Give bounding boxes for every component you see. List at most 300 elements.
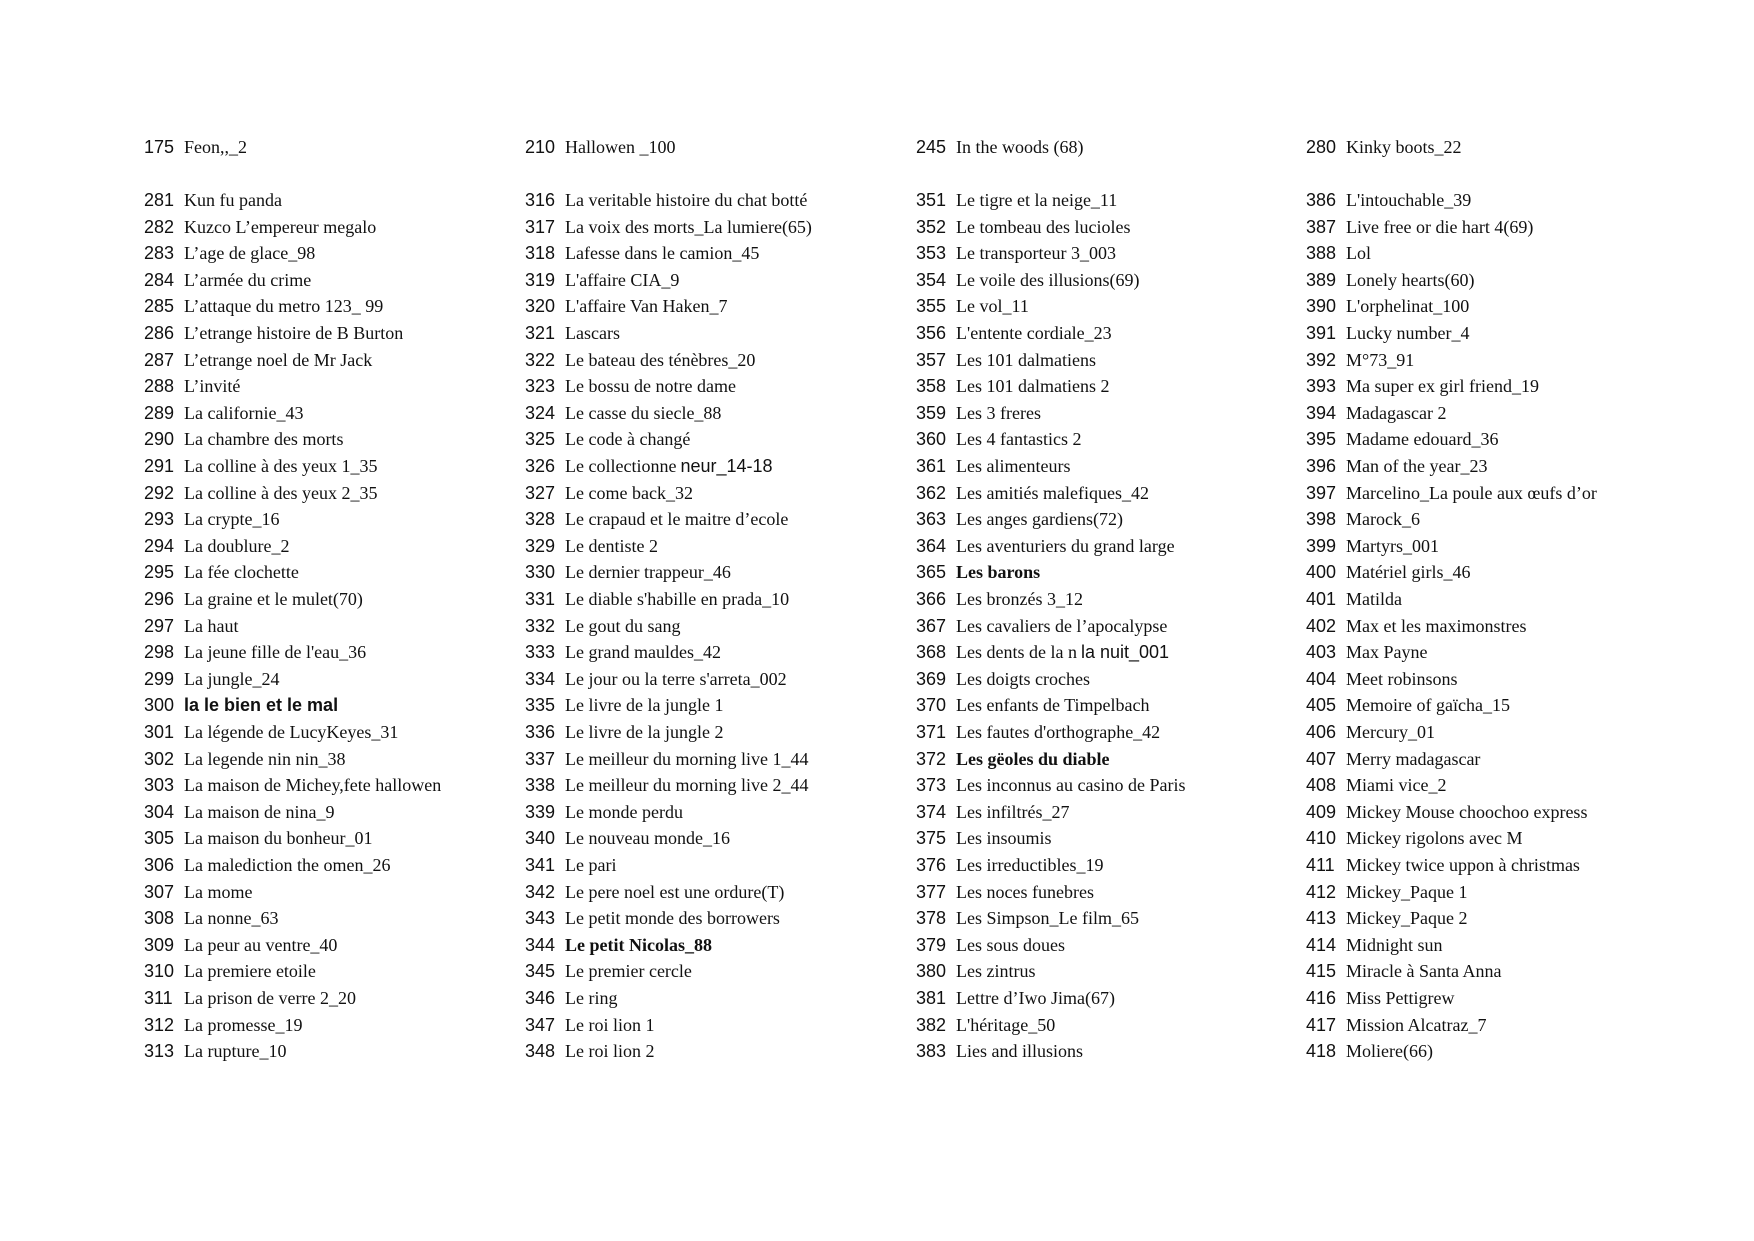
item-title [1346,480,1597,506]
item-number: 312 [144,1014,175,1035]
item-number: 319 [525,269,556,290]
item-title [184,613,238,639]
item-title-text: Les insoumis [956,828,1052,849]
item-number: 344 [525,934,556,955]
item-number: 373 [916,775,947,796]
item-title-text: Hallowen _100 [565,137,676,157]
item-title-text: Mickey_Paque 1 [1346,881,1468,902]
item-number: 360 [916,429,947,450]
item-title-text: La rupture_10 [184,1041,287,1062]
item-title [956,746,1110,772]
item-title [956,559,1040,585]
item-title [1346,293,1469,319]
item-title-text: Lies and illusions [956,1041,1083,1062]
item-title [565,426,690,452]
item-title [956,958,1035,984]
item-title [956,453,1070,479]
item-title [1346,932,1443,958]
item-title-text: L'affaire Van Haken_7 [565,296,728,317]
item-number: 369 [916,668,947,689]
item-number: 409 [1306,801,1337,822]
item-number: 376 [916,855,947,875]
item-number: 291 [144,456,175,476]
item-title-text: Moliere(66) [1346,1041,1433,1062]
item-number: 359 [916,402,947,423]
item-number: 296 [144,589,175,609]
item-title [1346,905,1467,931]
item-number: 372 [916,748,947,769]
item-title [956,187,1117,213]
item-number: 313 [144,1041,175,1062]
item-title [184,879,252,905]
item-number: 306 [144,855,175,875]
item-number: 405 [1306,695,1337,716]
item-title-text: Le grand mauldes_42 [565,642,721,663]
item-title [1346,347,1414,373]
item-title [184,586,363,612]
item-number: 310 [144,961,175,982]
item-title-text: Le meilleur du morning live 1_44 [565,748,809,769]
item-number: 399 [1306,535,1337,556]
item-title-text: Le transporteur 3_003 [956,243,1116,264]
item-title [1346,426,1498,452]
item-number: 378 [916,908,947,929]
item-number: 294 [144,535,175,556]
item-title-text: Mickey_Paque 2 [1346,908,1468,929]
item-title-text: Le diable s'habille en prada_10 [565,589,790,609]
item-title-text: La mome [184,881,253,902]
item-title [184,852,390,878]
item-title-text: M°73_91 [1346,349,1415,370]
item-number: 337 [525,748,556,769]
item-title-text: La voix des morts_La lumiere(65) [565,216,812,237]
item-title [1346,320,1469,346]
item-title-text: Meet robinsons [1346,668,1458,689]
item-title-text: Madagascar 2 [1346,402,1447,423]
item-number: 343 [525,908,556,929]
item-title [1346,613,1526,639]
item-title [565,320,620,346]
item-title [184,426,343,452]
item-title-text: La colline à des yeux 1_35 [184,456,378,476]
item-title [184,905,278,931]
item-title-text: Le bateau des ténèbres_20 [565,349,756,370]
item-title [1346,187,1471,213]
item-title [565,187,807,213]
item-title [956,506,1123,532]
item-number: 365 [916,562,947,583]
item-title-text: Le tombeau des lucioles [956,216,1131,237]
item-title [565,905,780,931]
item-number: 398 [1306,509,1337,530]
item-title [956,134,1083,160]
item-title-text: L’invité [184,376,241,397]
item-number: 210 [525,137,556,157]
item-title-text: La graine et le mulet(70) [184,589,363,609]
item-title [565,666,787,692]
item-number: 317 [525,216,556,237]
item-title [184,480,377,506]
item-number: 282 [144,216,175,237]
item-title [565,347,755,373]
item-title-text: Mickey twice uppon à christmas [1346,855,1580,875]
item-title [956,373,1109,399]
item-title [956,240,1116,266]
item-number: 293 [144,509,175,530]
item-number: 375 [916,828,947,849]
item-title [956,772,1185,798]
item-title-text: Les 3 freres [956,402,1041,423]
item-number: 370 [916,695,947,716]
item-title-text: La chambre des morts [184,429,344,450]
item-number: 397 [1306,482,1337,503]
item-title-text: La nonne_63 [184,908,279,929]
item-title-text: La jeune fille de l'eau_36 [184,642,367,663]
item-number: 336 [525,722,556,742]
item-title-text: Les gëoles du diable [956,748,1110,769]
item-title-text: Le crapaud et le maitre d’ecole [565,509,789,530]
item-title-text: Les amitiés malefiques_42 [956,482,1149,503]
item-title-text: La crypte_16 [184,509,280,530]
item-title-text: La légende de LucyKeyes_31 [184,722,399,742]
item-number: 367 [916,615,947,636]
item-number: 353 [916,243,947,264]
item-title-text: Les infiltrés_27 [956,801,1070,822]
item-number: 286 [144,323,175,343]
item-title [956,214,1130,240]
item-title [184,506,279,532]
item-title-text: Le dernier trappeur_46 [565,562,731,583]
item-number: 298 [144,642,175,663]
item-title [1346,958,1501,984]
item-title-text: Le collectionne [565,456,677,476]
item-title [956,1012,1055,1038]
item-title [1346,400,1446,426]
item-number: 381 [916,988,947,1008]
item-number: 283 [144,243,175,264]
item-title [184,187,282,213]
item-number: 380 [916,961,947,982]
item-number: 309 [144,934,175,955]
item-title [565,1038,654,1064]
item-title [565,240,759,266]
item-number: 361 [916,456,947,476]
item-title [956,293,1029,319]
item-title [565,799,683,825]
item-number: 391 [1306,323,1337,343]
item-number: 328 [525,509,556,530]
item-title-text: La malediction the omen_26 [184,855,391,875]
item-number: 295 [144,562,175,583]
item-title-text: La legende nin nin_38 [184,748,346,769]
item-title-text: Les cavaliers de l’apocalypse [956,615,1168,636]
item-title-text: Les 4 fantastics 2 [956,429,1082,450]
item-title-text: Les 101 dalmatiens 2 [956,376,1110,397]
item-title-text: La fée clochette [184,562,299,583]
item-title [956,852,1103,878]
item-title [565,958,692,984]
item-number: 400 [1306,562,1337,583]
item-title-text: La maison de Michey,fete hallowen [184,775,442,796]
item-number: 289 [144,402,175,423]
item-title-text: Mickey rigolons avec M [1346,828,1523,849]
item-number: 392 [1306,349,1337,370]
item-title-text: La jungle_24 [184,668,280,689]
item-number: 415 [1306,961,1337,982]
item-number: 333 [525,642,556,663]
item-title-text: Miracle à Santa Anna [1346,961,1502,982]
item-title-text: Matilda [1346,589,1402,609]
item-number: 305 [144,828,175,849]
item-title-text: Ma super ex girl friend_19 [1346,376,1539,397]
item-title [1346,586,1402,612]
item-title [956,613,1167,639]
item-number: 322 [525,349,556,370]
item-title [565,1012,654,1038]
item-number: 402 [1306,615,1337,636]
item-number: 401 [1306,589,1337,609]
item-title-text: Les fautes d'orthographe_42 [956,722,1161,742]
item-title [956,825,1052,851]
item-number: 280 [1306,137,1337,157]
item-title-text: Les sous doues [956,934,1065,955]
item-title-text: Mickey Mouse choochoo express [1346,801,1588,822]
item-number: 356 [916,323,947,343]
item-title-text: Les zintrus [956,961,1036,982]
item-number: 325 [525,429,556,450]
item-title [956,426,1081,452]
item-number: 327 [525,482,556,503]
item-title-text: Les inconnus au casino de Paris [956,775,1186,796]
item-title-text: Le pere noel est une ordure(T) [565,881,785,902]
item-title [956,533,1175,559]
item-number: 287 [144,349,175,370]
item-title [956,799,1069,825]
item-number: 363 [916,509,947,530]
item-title [565,533,658,559]
item-title-text: Lonely hearts(60) [1346,269,1475,290]
item-number: 404 [1306,668,1337,689]
item-title [565,267,679,293]
item-number: 396 [1306,456,1337,476]
item-title [956,692,1149,718]
item-title-text: Le premier cercle [565,961,692,982]
item-number: 320 [525,296,556,317]
item-title [565,293,728,319]
item-title [956,719,1160,745]
item-title [956,1038,1083,1064]
item-title [1346,559,1470,585]
item-title [1346,639,1427,665]
item-title [956,347,1096,373]
item-number: 416 [1306,988,1337,1008]
item-title-text: Le roi lion 1 [565,1014,655,1035]
item-title-text: Max et les maximonstres [1346,615,1527,636]
item-title [1346,453,1487,479]
item-title [956,985,1115,1011]
item-title [1346,719,1435,745]
item-title-text: Marock_6 [1346,509,1420,530]
item-number: 335 [525,695,556,716]
item-number: 302 [144,748,175,769]
item-title [184,373,240,399]
item-number: 299 [144,668,175,689]
item-title [1346,240,1371,266]
item-number: 245 [916,137,947,157]
item-title-text: Le jour ou la terre s'arreta_002 [565,668,787,689]
item-number: 301 [144,722,175,742]
item-title [565,985,617,1011]
item-title-text: Lafesse dans le camion_45 [565,243,760,264]
item-title [956,480,1149,506]
item-title [184,134,247,160]
item-title [956,932,1065,958]
item-number: 366 [916,589,947,609]
item-number: 406 [1306,722,1337,742]
item-title-text: Les barons [956,562,1041,583]
item-title-text: L'héritage_50 [956,1014,1056,1035]
item-number: 386 [1306,190,1337,210]
item-number: 389 [1306,269,1337,290]
item-number: 413 [1306,908,1337,929]
item-number: 394 [1306,402,1337,423]
item-number: 321 [525,323,556,343]
item-title-text: Martyrs_001 [1346,535,1439,556]
item-title [184,746,345,772]
item-title-text: Le ring [565,988,618,1008]
item-title-text: La veritable histoire du chat botté [565,190,808,210]
item-title-text: L’age de glace_98 [184,243,316,264]
item-number: 292 [144,482,175,503]
item-title [184,214,376,240]
item-title [1346,772,1446,798]
item-title [956,400,1041,426]
item-number: 358 [916,376,947,397]
item-number: 412 [1306,881,1337,902]
item-title-text: Lol [1346,243,1371,264]
item-title-text: Le petit Nicolas_88 [565,934,712,955]
item-title [1346,267,1474,293]
item-title [1346,825,1522,851]
item-number: 347 [525,1014,556,1035]
item-title [184,559,299,585]
item-number: 334 [525,668,556,689]
item-title-text: Kuzco L’empereur megalo [184,216,377,237]
item-title [184,400,303,426]
item-title-text: Matériel girls_46 [1346,562,1471,583]
item-title-text: La premiere etoile [184,961,316,982]
item-title [565,639,721,665]
item-title-text: Le pari [565,855,617,875]
item-title [565,772,808,798]
item-title [565,613,680,639]
item-number: 307 [144,881,175,902]
item-title-text: L’etrange noel de Mr Jack [184,349,373,370]
item-number: 408 [1306,775,1337,796]
item-title-text: Man of the year_23 [1346,456,1488,476]
item-title-text: L’etrange histoire de B Burton [184,323,404,343]
item-number: 290 [144,429,175,450]
item-title [1346,1038,1433,1064]
item-title [956,879,1094,905]
item-number: 346 [525,988,556,1008]
item-number: 332 [525,615,556,636]
item-number: 345 [525,961,556,982]
item-number: 417 [1306,1014,1337,1035]
item-title [565,214,812,240]
item-title [184,692,338,718]
item-number: 338 [525,775,556,796]
item-title-text: Le bossu de notre dame [565,376,736,397]
item-number: 326 [525,456,556,476]
item-number: 355 [916,296,947,317]
item-number: 411 [1306,855,1335,875]
item-title [1346,666,1458,692]
item-title-text: Memoire of gaïcha_15 [1346,695,1510,716]
item-title [956,905,1139,931]
item-title-text: Le roi lion 2 [565,1041,655,1062]
item-title [565,373,736,399]
item-title [565,932,712,958]
item-title [956,666,1090,692]
item-title-text: Lascars [565,323,620,343]
item-title-text: Merry madagascar [1346,748,1481,769]
item-number: 374 [916,801,947,822]
item-title-text: Le nouveau monde_16 [565,828,730,849]
item-title-text: La promesse_19 [184,1014,303,1035]
item-title [956,320,1112,346]
item-title [184,453,377,479]
item-title-text: Madame edouard_36 [1346,429,1499,450]
item-title [184,267,311,293]
item-title-text: L'intouchable_39 [1346,190,1472,210]
item-title [565,134,675,160]
item-title [184,799,334,825]
item-title-text: Mission Alcatraz_7 [1346,1014,1487,1035]
item-title [956,586,1083,612]
item-title-text: La peur au ventre_40 [184,934,338,955]
item-number: 364 [916,535,947,556]
item-number: 382 [916,1014,947,1035]
item-number: 388 [1306,243,1337,264]
item-title-text: Les bronzés 3_12 [956,589,1083,609]
item-number: 304 [144,801,175,822]
item-number: 377 [916,881,947,902]
item-title-text: Feon,,_2 [184,137,247,157]
item-number: 324 [525,402,556,423]
item-number: 351 [916,190,947,210]
item-number: 354 [916,269,947,290]
item-title [184,666,279,692]
item-title-text: Lucky number_4 [1346,323,1470,343]
item-title [565,879,784,905]
item-title-text: Les noces funebres [956,881,1094,902]
item-title-text: Miss Pettigrew [1346,988,1455,1008]
item-title-text: La doublure_2 [184,535,290,556]
item-number: 371 [916,722,947,742]
item-title-text: Le voile des illusions(69) [956,269,1140,290]
item-title [184,719,398,745]
item-number: 297 [144,615,175,636]
item-title-text: L'affaire CIA_9 [565,269,680,290]
item-title [565,825,730,851]
item-title-text: L'entente cordiale_23 [956,323,1112,343]
item-number: 390 [1306,296,1337,317]
item-number: 341 [525,855,556,875]
item-title [184,985,356,1011]
item-title [184,347,372,373]
item-title [1346,692,1510,718]
